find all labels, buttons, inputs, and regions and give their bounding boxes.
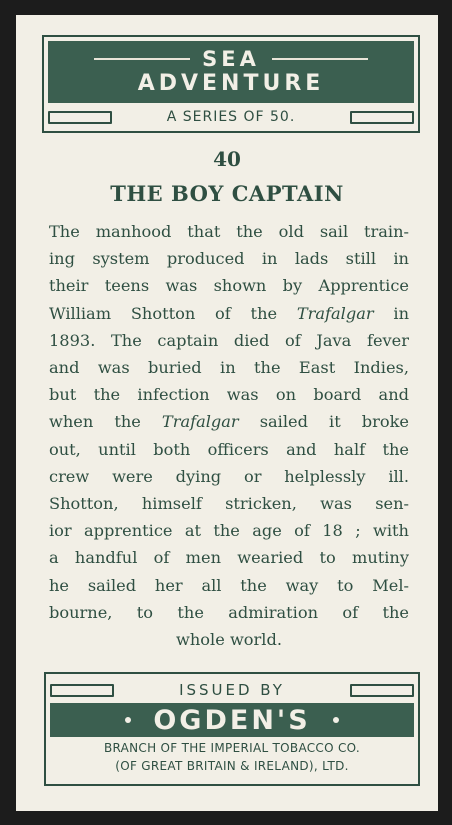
issued-by-label: ISSUED BY	[179, 681, 285, 699]
description-line: crew were dying or helplessly ill.	[49, 466, 409, 486]
rule-left	[94, 58, 190, 60]
description-line: ior apprentice at the age of 18 ; with	[49, 521, 409, 541]
description-line: The manhood that the old sail train-	[49, 222, 409, 241]
card-number: 40	[213, 147, 241, 171]
description-line: William Shotton of the Trafalgar in	[49, 303, 410, 323]
series-count-row	[48, 107, 414, 127]
brand-band	[50, 703, 414, 737]
card-description	[49, 218, 409, 653]
description-line: he sailed her all the way to Mel-	[49, 575, 409, 595]
description-line: but the infection was on board and	[49, 385, 409, 405]
issued-by-row	[50, 680, 414, 700]
series-name-row	[48, 47, 414, 71]
ornament-left	[50, 684, 114, 697]
series-count: A SERIES OF 50.	[166, 109, 296, 125]
description-line: ing system produced in lads still in	[49, 249, 409, 269]
ornament-left	[48, 111, 112, 124]
series-name-line-2: ADVENTURE	[137, 71, 325, 96]
ship-name: Trafalgar	[296, 303, 374, 323]
description-line: when the Trafalgar sailed it broke	[49, 412, 409, 432]
branch-line: BRANCH OF THE IMPERIAL TOBACCO CO.	[103, 741, 361, 755]
description-line: Shotton, himself stricken, was sen-	[49, 494, 409, 514]
description-line: and was buried in the East Indies,	[49, 358, 409, 378]
card-title: THE BOY CAPTAIN	[110, 181, 344, 206]
rule-right	[272, 58, 368, 60]
ship-name: Trafalgar	[161, 412, 239, 432]
series-header-band	[48, 41, 414, 103]
ornament-right	[350, 684, 414, 697]
cigarette-card	[16, 15, 438, 811]
series-name-line-1: SEA	[202, 47, 260, 71]
issuer-box	[44, 672, 420, 786]
ornament-right	[350, 111, 414, 124]
brand-name: OGDEN'S	[153, 704, 311, 736]
description-line: bourne, to the admiration of the	[49, 602, 409, 622]
dot-ornament	[333, 717, 339, 723]
series-header	[42, 35, 420, 133]
description-line: whole world.	[176, 630, 282, 650]
description-line: 1893. The captain died of Java fever	[49, 330, 409, 350]
description-line: out, until both officers and half the	[49, 439, 409, 459]
description-line: a handful of men wearied to mutiny	[49, 548, 409, 568]
dot-ornament	[125, 717, 131, 723]
description-line: their teens was shown by Apprentice	[49, 276, 409, 296]
company-line: (OF GREAT BRITAIN & IRELAND), LTD.	[115, 759, 349, 773]
